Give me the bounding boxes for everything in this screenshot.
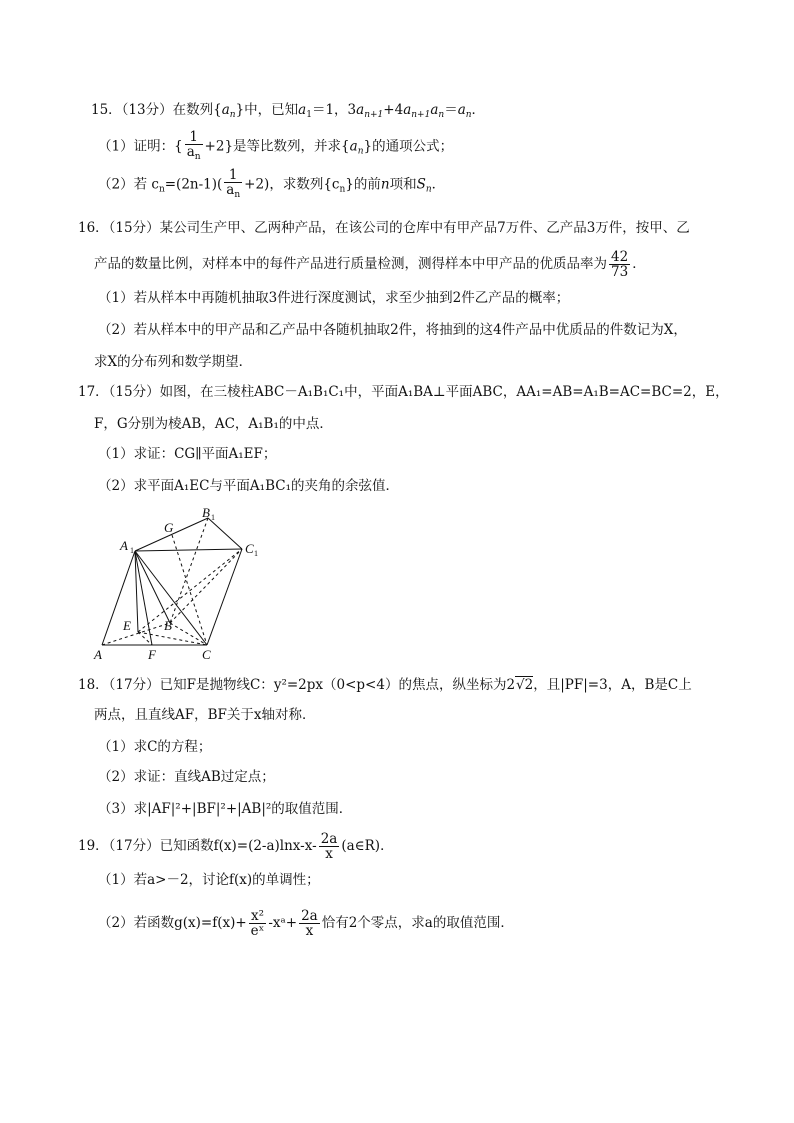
edge-B1C1 [208,518,242,549]
label-C1: C [245,541,254,556]
label-C: C [202,647,211,662]
label-E: E [123,618,131,633]
label-A: A [94,647,102,662]
q17-stem-line2: F，G分别为棱AB，AC，A₁B₁的中点． [94,416,333,432]
label-C1-sub: 1 [254,549,258,558]
q17-part1: （1）求证：CG∥平面A₁EF； [98,446,277,462]
label-B1-sub: 1 [211,513,215,522]
edge-A1C1 [135,549,242,551]
edge-BB1 [170,518,208,623]
q18-part1: （1）求C的方程； [98,739,212,755]
q19-part2: （2）若函数g(x)=f(x)+ $\frac{\text{x²}}{\text{eˣ}}$ -xᵃ+ $\frac{2a}{x}$ 恰有2个零点，求a的取值范围． [98,908,514,939]
q16-part2-cont: 求X的分布列和数学期望． [94,354,253,370]
q18-stem-line2: 两点，且直线AF，BF关于x轴对称． [94,707,316,723]
label-B: B [164,618,172,633]
label-G: G [164,520,174,535]
label-B1: B [202,505,210,520]
q17-stem-line1: 17．（15分）如图，在三棱柱ABC－A₁B₁C₁中，平面A₁BA⊥平面ABC，AA₁=AB=A₁B=AC=BC=2，E， [78,384,729,400]
edge-AB [102,623,170,645]
q19-stem: 19．（17分）已知函数f(x)=(2-a)lnx-x- $\frac{2a}{x}$ (a∈R)． [78,831,394,862]
prism-figure [90,505,270,665]
q15-part2: （2）若 $c_n=(2n-1)$( $\frac{1}{a_n}$ +2)，求数列$\{c_n\}$的前n项和$S_n$． [98,167,446,200]
label-F: F [148,647,156,662]
q18-stem-line1: 18．（17分）已知F是抛物线C：y²=2px（0<p<4）的焦点，纵坐标为2√2，且|PF|=3，A，B是C上 [78,677,692,693]
label-A1-sub: 1 [130,546,134,555]
edge-GC [172,535,207,645]
q16-part1: （1）若从样本中再随机抽取3件进行深度测试，求至少抽到2件乙产品的概率； [98,290,570,306]
label-A1: A [120,538,128,553]
q17-part2: （2）求平面A₁EC与平面A₁BC₁的夹角的余弦值． [98,478,400,494]
q16-part2: （2）若从样本中的甲产品和乙产品中各随机抽取2件，将抽到的这4件产品中优质品的件数记为X， [98,322,687,338]
q15-stem: 15．（13分）在数列$\{a_n\}$中，已知$a_1=1$，$3a_{n+1}+4a_{n+1}a_n=a_n$． [91,102,486,120]
q19-part1: （1）若a>－2，讨论f(x)的单调性； [98,872,320,888]
q16-stem-line2: 产品的数量比例，对样本中的每件产品进行质量检测，测得样本中甲产品的优质品率为 $\frac{42}{73}$ ． [94,249,646,280]
edge-A1B [135,551,170,623]
q16-stem-line1: 16．（15分）某公司生产甲、乙两种产品，在该公司的仓库中有甲产品7万件、乙产品3万件，按甲、乙 [78,220,690,236]
q18-part3: （3）求|AF|²+|BF|²+|AB|²的取值范围． [98,801,353,817]
edge-BC1 [170,549,242,623]
q18-part2: （2）求证：直线AB过定点； [98,769,275,785]
q15-part1: （1）证明：{ $\frac{1}{a_n}$ +2}是等比数列，并求$\{a_n\}$的通项公式； [98,129,454,162]
edge-BC [170,623,207,645]
